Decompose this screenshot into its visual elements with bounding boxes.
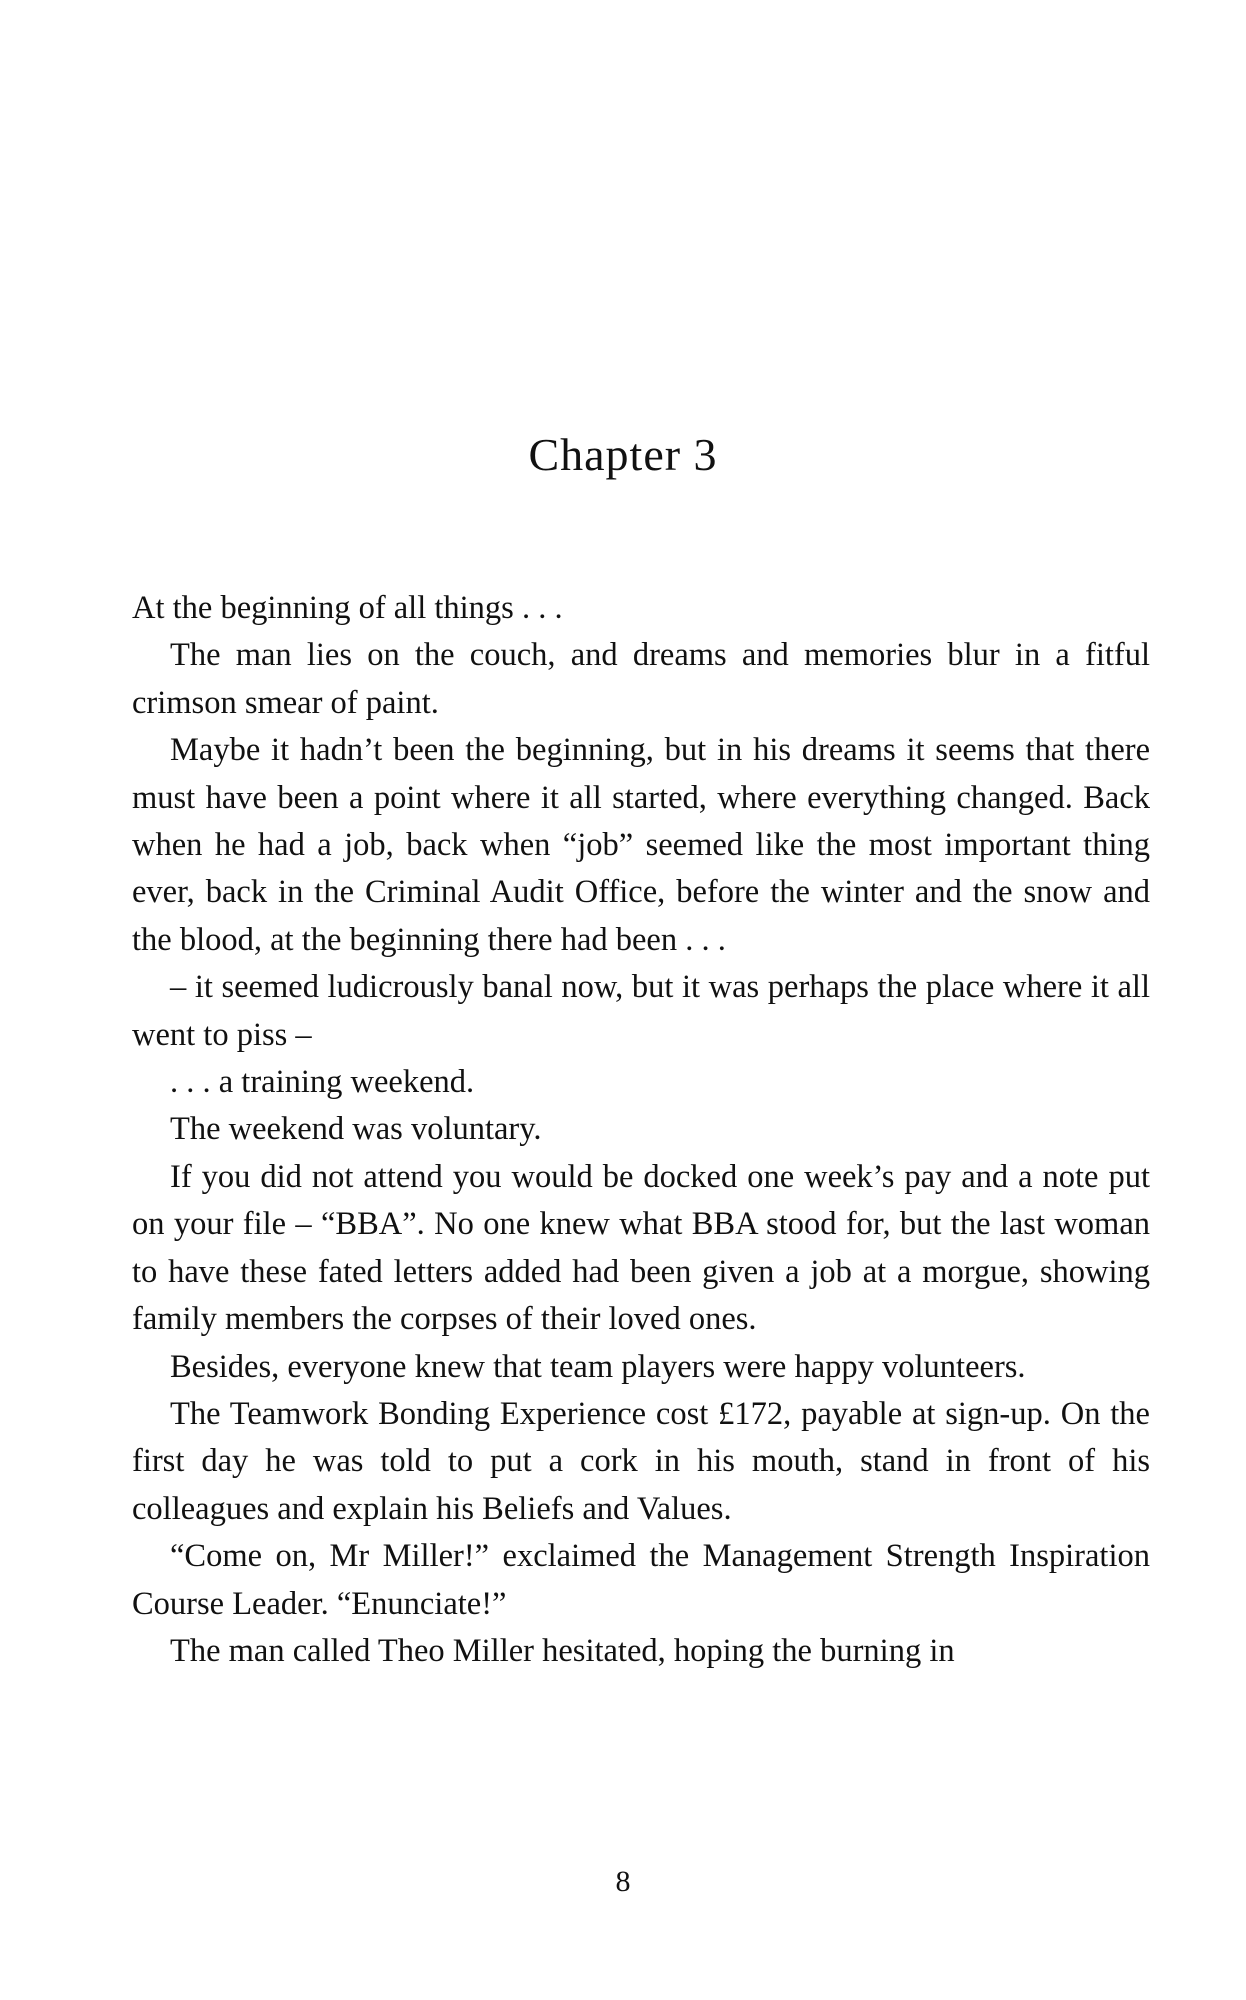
paragraph: – it seemed ludicrously banal now, but it was perhaps the place where it all went to piss – <box>132 969 1150 1053</box>
paragraph: The man lies on the couch, and dreams and memories blur in a fitful crimson smear of paint. <box>132 637 1150 721</box>
paragraph: “Come on, Mr Miller!” exclaimed the Management Strength Inspiration Course Leader. “Enunciate!” <box>132 1538 1150 1622</box>
paragraph: The Teamwork Bonding Experience cost £172, payable at sign-up. On the first day he was told to put a cork in his mouth, stand in front of his colleagues and explain his Beliefs and Values. <box>132 1395 1150 1527</box>
paragraph: The man called Theo Miller hesitated, hoping the burning in <box>170 1632 955 1669</box>
page-number: 8 <box>615 1865 631 1898</box>
paragraph: Maybe it hadn’t been the beginning, but in his dreams it seems that there must have been a point where it all started, where everything changed. Back when he had a job, back when “job” seemed like the most important thing ever, back in the Criminal Audit Office, before the winter and the snow and the blood, at the beginning there had been . . . <box>132 732 1150 958</box>
paragraph: At the beginning of all things . . . <box>132 590 563 626</box>
paragraph: Besides, everyone knew that team players were happy volunteers. <box>170 1348 1026 1385</box>
chapter-title: Chapter 3 <box>528 429 718 480</box>
paragraph: . . . a training weekend. <box>170 1064 475 1101</box>
paragraph: If you did not attend you would be docked one week’s pay and a note put on your file – “BBA”. No one knew what BBA stood for, but the last woman to have these fated letters added had been given a job at a morgue, showing family members the corpses of their loved ones. <box>132 1158 1150 1338</box>
chapter-body <box>132 585 1150 1675</box>
paragraph: The weekend was voluntary. <box>170 1111 542 1148</box>
